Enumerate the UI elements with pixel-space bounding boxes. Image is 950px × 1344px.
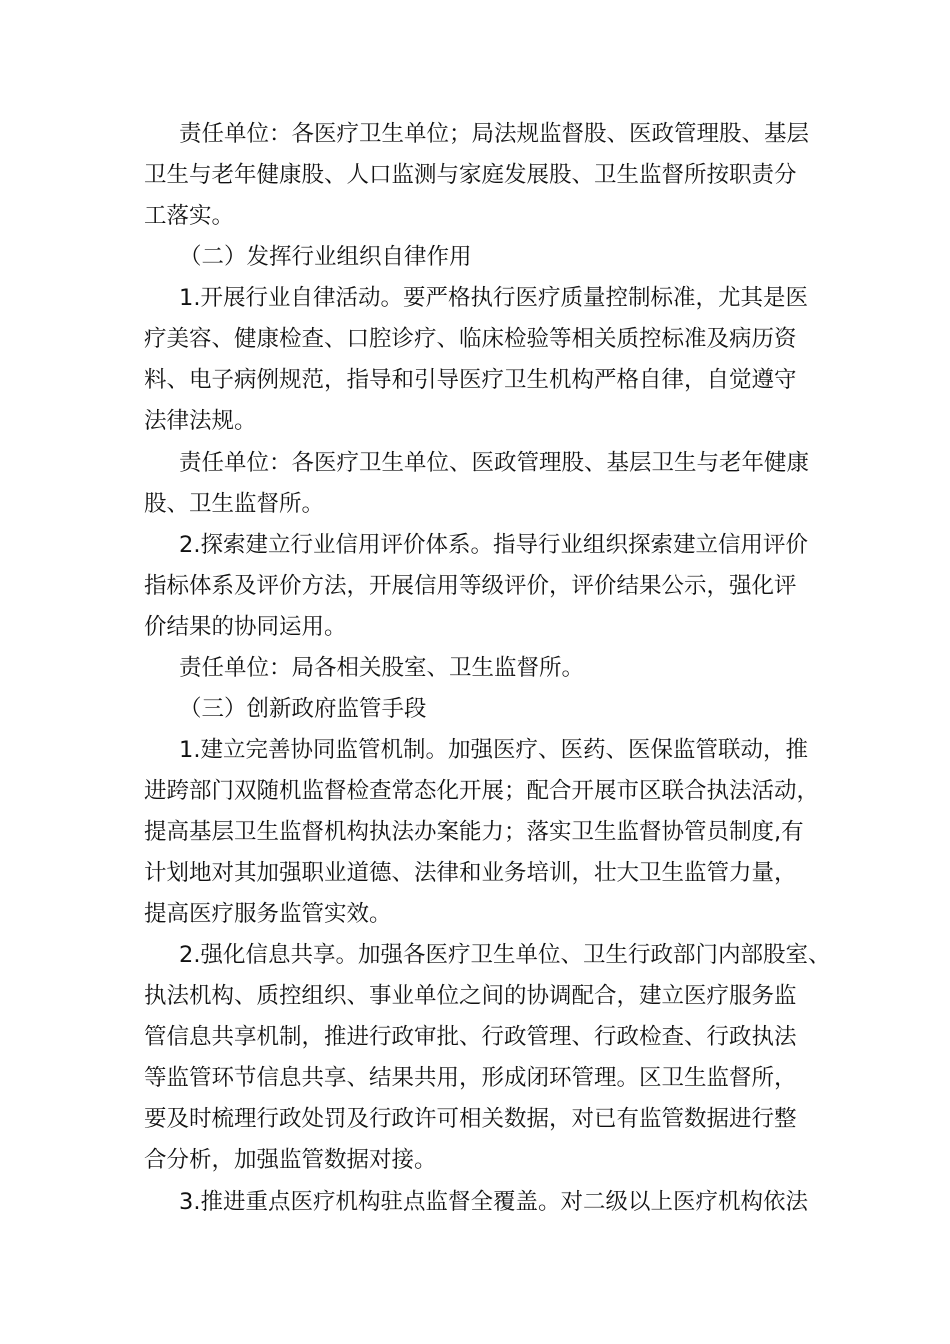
paragraph-line: 责任单位：各医疗卫生单位；局法规监督股、医政管理股、基层 — [179, 121, 810, 147]
paragraph-line: 提高基层卫生监督机构执法办案能力；落实卫生监督协管员制度,有 — [144, 819, 804, 845]
paragraph-line: 管信息共享机制，推进行政审批、行政管理、行政检查、行政执法 — [144, 1024, 797, 1050]
paragraph-line: 合分析，加强监管数据对接。 — [144, 1147, 437, 1173]
paragraph-line: 3.推进重点医疗机构驻点监督全覆盖。对二级以上医疗机构依法 — [179, 1189, 808, 1215]
paragraph-line: 股、卫生监督所。 — [144, 491, 325, 517]
paragraph-line: 1.开展行业自律活动。要严格执行医疗质量控制标准，尤其是医 — [179, 285, 808, 311]
paragraph-line: 进跨部门双随机监督检查常态化开展；配合开展市区联合执法活动， — [144, 778, 820, 804]
section-heading: （三）创新政府监管手段 — [179, 696, 427, 722]
paragraph-line: 要及时梳理行政处罚及行政许可相关数据，对已有监管数据进行整 — [144, 1106, 797, 1132]
section-heading: （二）发挥行业组织自律作用 — [179, 244, 472, 270]
paragraph-line: 1.建立完善协同监管机制。加强医疗、医药、医保监管联动，推 — [179, 737, 808, 763]
paragraph-line: 工落实。 — [144, 203, 235, 229]
paragraph-line: 2.强化信息共享。加强各医疗卫生单位、卫生行政部门内部股室、 — [179, 942, 831, 968]
paragraph-line: 料、电子病例规范，指导和引导医疗卫生机构严格自律，自觉遵守 — [144, 367, 797, 393]
paragraph-line: 执法机构、质控组织、事业单位之间的协调配合，建立医疗服务监 — [144, 983, 797, 1009]
paragraph-line: 法律法规。 — [144, 408, 257, 434]
paragraph-line: 卫生与老年健康股、人口监测与家庭发展股、卫生监督所按职责分 — [144, 162, 797, 188]
paragraph-line: 计划地对其加强职业道德、法律和业务培训，壮大卫生监管力量， — [144, 860, 797, 886]
paragraph-line: 责任单位：各医疗卫生单位、医政管理股、基层卫生与老年健康 — [179, 450, 810, 476]
paragraph-line: 指标体系及评价方法，开展信用等级评价，评价结果公示，强化评 — [144, 573, 797, 599]
paragraph-line: 提高医疗服务监管实效。 — [144, 901, 392, 927]
paragraph-line: 等监管环节信息共享、结果共用，形成闭环管理。区卫生监督所， — [144, 1065, 797, 1091]
paragraph-line: 价结果的协同运用。 — [144, 614, 347, 640]
paragraph-line: 责任单位：局各相关股室、卫生监督所。 — [179, 655, 585, 681]
paragraph-line: 疗美容、健康检查、口腔诊疗、临床检验等相关质控标准及病历资 — [144, 326, 797, 352]
paragraph-line: 2.探索建立行业信用评价体系。指导行业组织探索建立信用评价 — [179, 532, 808, 558]
